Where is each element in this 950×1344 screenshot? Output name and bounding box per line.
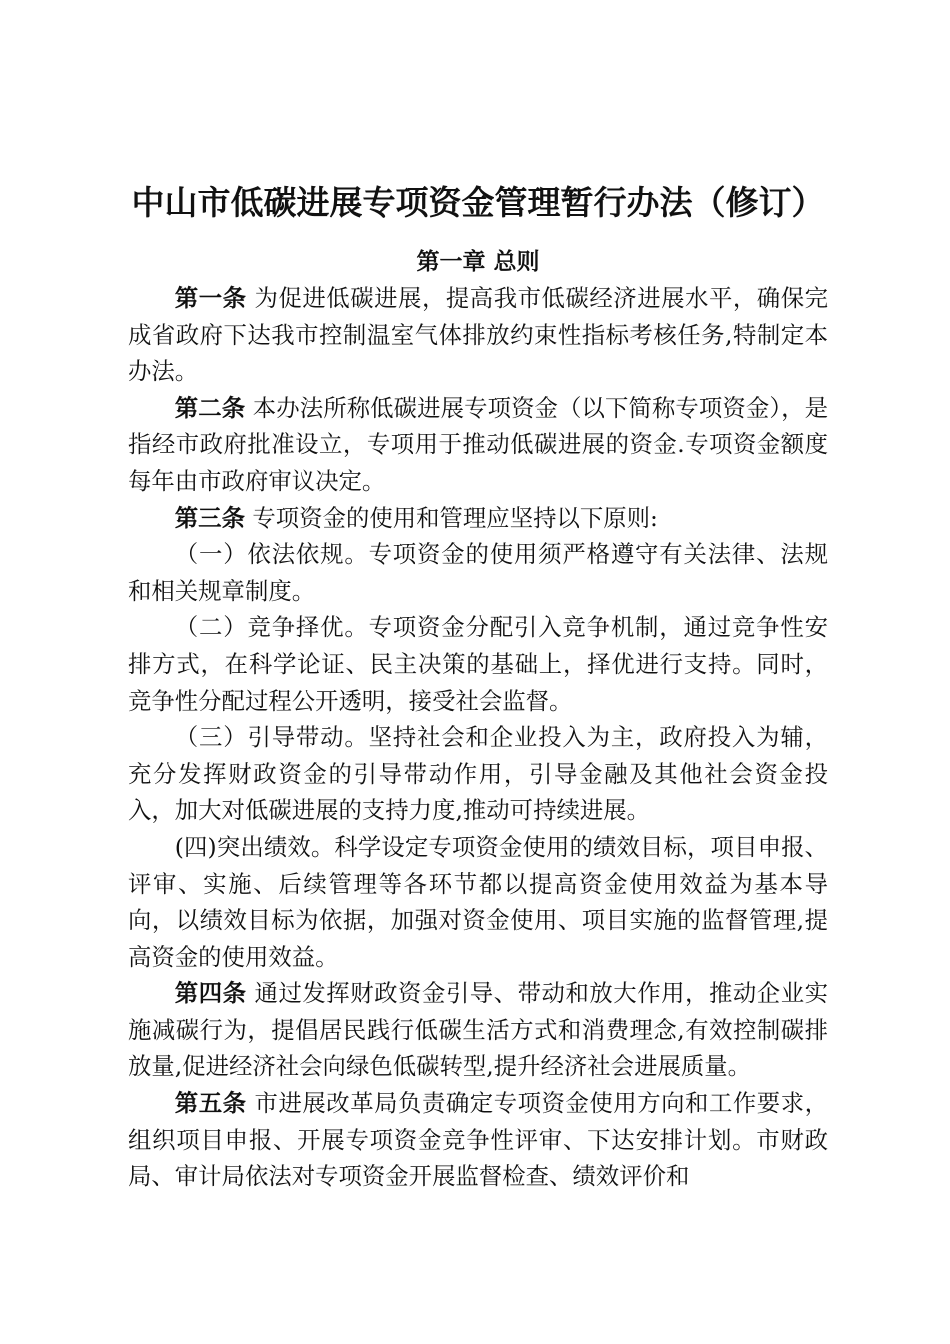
article-3-text: 专项资金的使用和管理应坚持以下原则: [244,503,658,532]
article-2 [128,390,828,500]
article-3 [128,500,828,537]
principle-3: （三）引导带动。坚持社会和企业投入为主，政府投入为辅，充分发挥财政资金的引导带动作用，引导金融及其他社会资金投入，加大对低碳进展的支持力度,推动可持续进展。 [128,723,828,825]
chapter-heading: 第一章 总则 [416,248,540,275]
article-4-text: 通过发挥财政资金引导、带动和放大作用，推动企业实施减碳行为，提倡居民践行低碳生活方式和消费理念,有效控制碳排放量,促进经济社会向绿色低碳转型,提升经济社会进展质量。 [128,979,829,1081]
document-title: 中山市低碳进展专项资金管理暂行办法（修订） [131,183,825,222]
principle-2: （二）竞争择优。专项资金分配引入竞争机制，通过竞争性安排方式，在科学论证、民主决策的基础上，择优进行支持。同时，竞争性分配过程公开透明，接受社会监督。 [128,613,828,715]
document-page [128,180,828,1195]
article-2-text: 本办法所称低碳进展专项资金（以下简称专项资金），是指经市政府批准设立，专项用于推动低碳进展的资金.专项资金额度每年由市政府审议决定。 [128,393,829,495]
article-4 [128,975,828,1085]
article-2-lead: 第二条 [174,393,246,422]
article-1 [128,280,828,390]
article-3-lead: 第三条 [174,503,245,532]
article-5 [128,1085,828,1195]
article-4-lead: 第四条 [174,979,247,1008]
article-1-lead: 第一条 [174,284,247,312]
principle-1: （一）依法依规。专项资金的使用须严格遵守有关法律、法规和相关规章制度。 [128,540,828,605]
article-5-lead: 第五条 [174,1089,247,1118]
article-5-text: 市进展改革局负责确定专项资金使用方向和工作要求，组织项目申报、开展专项资金竞争性评审、下达安排计划。市财政局、审计局依法对专项资金开展监督检查、绩效评价和 [128,1089,829,1191]
principle-4: (四)突出绩效。科学设定专项资金使用的绩效目标，项目申报、评审、实施、后续管理等各环节都以提高资金使用效益为基本导向，以绩效目标为依据，加强对资金使用、项目实施的监督管理,提高资金的使用效益。 [128,832,828,971]
article-1-text: 为促进低碳进展，提高我市低碳经济进展水平，确保完成省政府下达我市控制温室气体排放约束性指标考核任务,特制定本办法。 [128,284,829,386]
